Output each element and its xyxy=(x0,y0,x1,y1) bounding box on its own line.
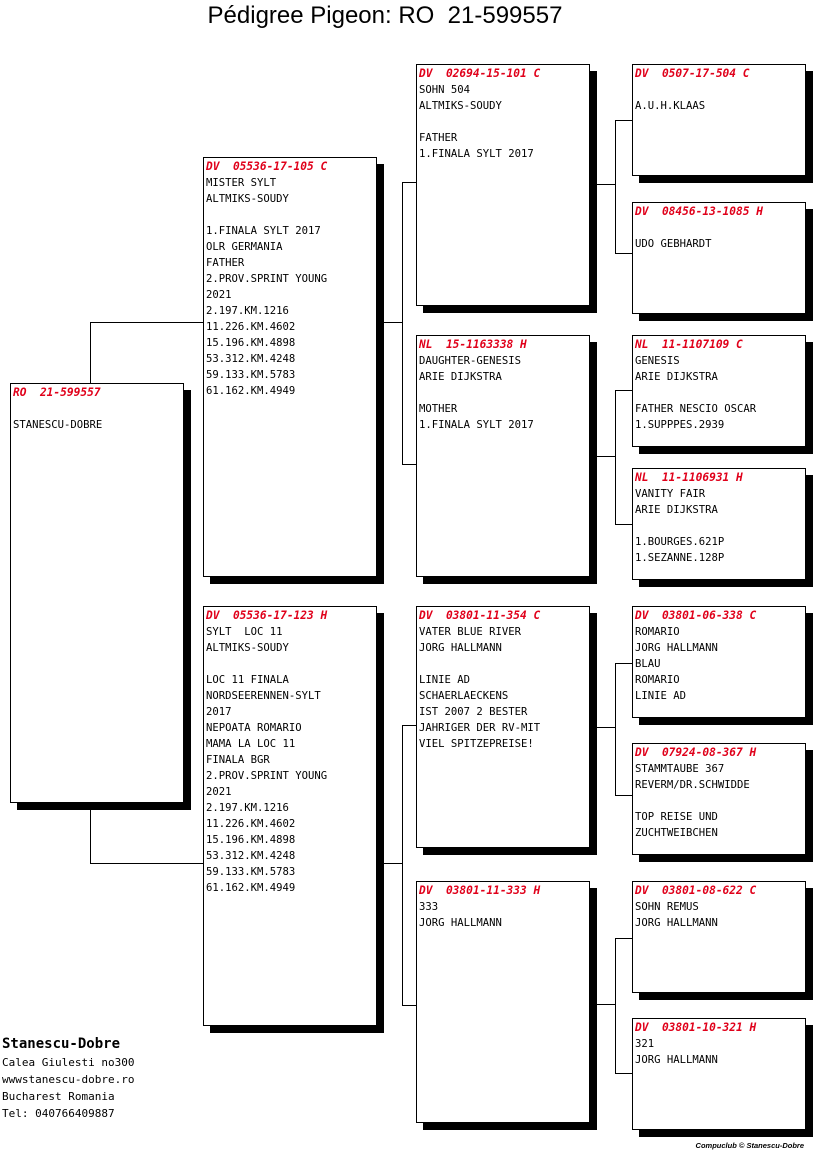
pigeon-info-line: 2.PROV.SPRINT YOUNG xyxy=(206,273,328,285)
connector xyxy=(90,322,204,323)
pigeon-info-line xyxy=(635,220,803,236)
connector xyxy=(615,663,616,795)
owner-phone: Tel: 040766409887 xyxy=(2,1107,115,1120)
pigeon-card-dsd[interactable] xyxy=(632,743,806,855)
owner-city: Bucharest Romania xyxy=(2,1090,115,1103)
connector xyxy=(615,390,632,391)
ring-number: DV 03801-08-622 C xyxy=(635,884,757,897)
connector xyxy=(402,1005,417,1006)
ring-number: DV 03801-10-321 H xyxy=(635,1021,757,1034)
pigeon-card-sire-dam[interactable] xyxy=(416,335,590,577)
pigeon-info-line: 61.162.KM.4949 xyxy=(206,882,296,894)
pigeon-info-line: STAMMTAUBE 367 xyxy=(635,763,725,775)
ring-number: NL 15-1163338 H xyxy=(419,338,527,351)
ring-number: DV 03801-11-333 H xyxy=(419,884,541,897)
ring-number: DV 0507-17-504 C xyxy=(635,67,750,80)
pigeon-info-line: MISTER SYLT xyxy=(206,177,277,189)
pigeon-info-line: ZUCHTWEIBCHEN xyxy=(635,827,718,839)
pigeon-info-line: JAHRIGER DER RV-MIT xyxy=(419,722,541,734)
pigeon-info-line: DAUGHTER-GENESIS xyxy=(419,355,522,367)
connector xyxy=(402,725,403,1005)
pigeon-info-line: ALTMIKS-SOUDY xyxy=(206,642,289,654)
pigeon-info-line: FINALA BGR xyxy=(206,754,270,766)
pigeon-info-line: 11.226.KM.4602 xyxy=(206,818,296,830)
ring-number: NL 11-1107109 C xyxy=(635,338,743,351)
pigeon-info-line: SCHAERLAECKENS xyxy=(419,690,509,702)
pigeon-card-dam-dam[interactable] xyxy=(416,881,590,1123)
pigeon-info-line: 1.SEZANNE.128P xyxy=(635,552,725,564)
pigeon-card-dss[interactable] xyxy=(632,606,806,718)
pigeon-card-dds[interactable] xyxy=(632,881,806,993)
connector xyxy=(615,663,632,664)
pigeon-info-line: 2.PROV.SPRINT YOUNG xyxy=(206,770,328,782)
pigeon-info-line: REVERM/DR.SCHWIDDE xyxy=(635,779,750,791)
pigeon-info-line: JORG HALLMANN xyxy=(419,917,502,929)
pigeon-info-line xyxy=(419,385,587,401)
connector xyxy=(615,524,632,525)
pigeon-info-line xyxy=(635,82,803,98)
pigeon-card-ddd[interactable] xyxy=(632,1018,806,1130)
connector xyxy=(597,184,615,185)
pigeon-info-line: STANESCU-DOBRE xyxy=(13,419,103,431)
owner-website[interactable]: wwwstanescu-dobre.ro xyxy=(2,1073,135,1086)
pigeon-info-line xyxy=(635,385,803,401)
pigeon-info-line: LINIE AD xyxy=(419,674,471,686)
pigeon-info-line: 2021 xyxy=(206,289,232,301)
pigeon-info-line: ARIE DIJKSTRA xyxy=(635,371,718,383)
pigeon-info-line: 53.312.KM.4248 xyxy=(206,850,296,862)
pigeon-card-sire[interactable] xyxy=(203,157,377,577)
pigeon-info-line: A.U.H.KLAAS xyxy=(635,100,706,112)
pigeon-info-line: IST 2007 2 BESTER xyxy=(419,706,528,718)
pigeon-info-line xyxy=(206,656,374,672)
connector xyxy=(90,863,204,864)
footer-credit: Compuclub © Stanescu-Dobre xyxy=(695,1141,804,1150)
pigeon-info-line: ROMARIO xyxy=(635,626,680,638)
pigeon-info-line: LOC 11 FINALA xyxy=(206,674,289,686)
ring-number: DV 02694-15-101 C xyxy=(419,67,541,80)
pigeon-info-line: 2.197.KM.1216 xyxy=(206,305,289,317)
pigeon-info-line: 61.162.KM.4949 xyxy=(206,385,296,397)
connector xyxy=(615,938,632,939)
connector xyxy=(615,253,632,254)
connector xyxy=(402,464,417,465)
pigeon-info-line: 1.SUPPPES.2939 xyxy=(635,419,725,431)
connector xyxy=(384,322,402,323)
pigeon-info-line: FATHER xyxy=(419,132,458,144)
pigeon-info-line: VIEL SPITZEPREISE! xyxy=(419,738,534,750)
pigeon-info-line: ARIE DIJKSTRA xyxy=(419,371,502,383)
pigeon-info-line: 1.BOURGES.621P xyxy=(635,536,725,548)
pigeon-info-line: ROMARIO xyxy=(635,674,680,686)
ring-number: RO 21-599557 xyxy=(13,386,101,399)
pigeon-info-line: LINIE AD xyxy=(635,690,687,702)
connector xyxy=(615,120,632,121)
pigeon-info-line: SYLT LOC 11 xyxy=(206,626,283,638)
connector xyxy=(402,182,403,464)
connector xyxy=(402,725,417,726)
pigeon-info-line: JORG HALLMANN xyxy=(635,917,718,929)
pigeon-card-subject[interactable] xyxy=(10,383,184,803)
pigeon-info-line xyxy=(419,114,587,130)
pigeon-card-dam-sire[interactable] xyxy=(416,606,590,848)
pigeon-info-line: FATHER xyxy=(206,257,245,269)
pigeon-info-line: ALTMIKS-SOUDY xyxy=(206,193,289,205)
pigeon-info-line xyxy=(13,401,181,417)
pigeon-info-line: UDO GEBHARDT xyxy=(635,238,712,250)
ring-number: DV 05536-17-123 H xyxy=(206,609,328,622)
owner-address: Calea Giulesti no300 xyxy=(2,1056,135,1069)
pigeon-info-line: 15.196.KM.4898 xyxy=(206,834,296,846)
pigeon-info-line: BLAU xyxy=(635,658,661,670)
connector xyxy=(615,390,616,524)
pigeon-info-line xyxy=(635,793,803,809)
owner-name: Stanescu-Dobre xyxy=(2,1036,121,1052)
pigeon-info-line: ARIE DIJKSTRA xyxy=(635,504,718,516)
pigeon-info-line xyxy=(206,207,374,223)
pigeon-info-line: NORDSEERENNEN-SYLT xyxy=(206,690,321,702)
connector xyxy=(615,938,616,1073)
pigeon-info-line: SOHN 504 xyxy=(419,84,471,96)
ring-number: DV 08456-13-1085 H xyxy=(635,205,763,218)
pigeon-info-line: OLR GERMANIA xyxy=(206,241,283,253)
connector xyxy=(597,456,615,457)
pigeon-info-line: 2021 xyxy=(206,786,232,798)
connector xyxy=(597,1004,615,1005)
pigeon-info-line: JORG HALLMANN xyxy=(635,1054,718,1066)
ring-number: DV 03801-11-354 C xyxy=(419,609,541,622)
connector xyxy=(615,120,616,253)
pigeon-info-line: FATHER NESCIO OSCAR xyxy=(635,403,757,415)
pigeon-info-line: VATER BLUE RIVER xyxy=(419,626,522,638)
pigeon-info-line: 2.197.KM.1216 xyxy=(206,802,289,814)
ring-number: DV 03801-06-338 C xyxy=(635,609,757,622)
pigeon-info-line: NEPOATA ROMARIO xyxy=(206,722,302,734)
pigeon-info-line: 11.226.KM.4602 xyxy=(206,321,296,333)
pigeon-info-line: MOTHER xyxy=(419,403,458,415)
pigeon-info-line: SOHN REMUS xyxy=(635,901,699,913)
pigeon-info-line: 2017 xyxy=(206,706,232,718)
pigeon-info-line: MAMA LA LOC 11 xyxy=(206,738,296,750)
pigeon-info-line: 1.FINALA SYLT 2017 xyxy=(419,419,534,431)
ring-number: DV 07924-08-367 H xyxy=(635,746,757,759)
pigeon-info-line: 1.FINALA SYLT 2017 xyxy=(206,225,321,237)
pigeon-info-line: 333 xyxy=(419,901,439,913)
connector xyxy=(384,863,402,864)
ring-number: DV 05536-17-105 C xyxy=(206,160,328,173)
pigeon-info-line: 1.FINALA SYLT 2017 xyxy=(419,148,534,160)
connector xyxy=(615,1073,632,1074)
ring-number: NL 11-1106931 H xyxy=(635,471,743,484)
pigeon-card-sss[interactable] xyxy=(632,64,806,176)
pigeon-card-dam[interactable] xyxy=(203,606,377,1026)
pigeon-info-line: GENESIS xyxy=(635,355,680,367)
pigeon-info-line xyxy=(419,656,587,672)
connector xyxy=(615,795,632,796)
pigeon-info-line: 15.196.KM.4898 xyxy=(206,337,296,349)
pigeon-info-line: JORG HALLMANN xyxy=(419,642,502,654)
connector xyxy=(402,182,417,183)
pigeon-info-line: TOP REISE UND xyxy=(635,811,718,823)
connector xyxy=(597,727,615,728)
pigeon-info-line: 321 xyxy=(635,1038,655,1050)
page-title: Pédigree Pigeon: RO 21-599557 xyxy=(207,2,563,29)
connector xyxy=(90,322,91,384)
pigeon-info-line: JORG HALLMANN xyxy=(635,642,718,654)
pigeon-card-ssd[interactable] xyxy=(632,202,806,314)
pigeon-card-sdd[interactable] xyxy=(632,468,806,580)
pigeon-info-line: VANITY FAIR xyxy=(635,488,706,500)
owner-block xyxy=(2,1034,134,1122)
pigeon-info-line: ALTMIKS-SOUDY xyxy=(419,100,502,112)
pigeon-info-line: 59.133.KM.5783 xyxy=(206,369,296,381)
pigeon-card-sds[interactable] xyxy=(632,335,806,447)
pigeon-info-line xyxy=(635,518,803,534)
pigeon-card-sire-sire[interactable] xyxy=(416,64,590,306)
pigeon-info-line: 59.133.KM.5783 xyxy=(206,866,296,878)
pigeon-info-line: 53.312.KM.4248 xyxy=(206,353,296,365)
connector xyxy=(90,808,91,863)
